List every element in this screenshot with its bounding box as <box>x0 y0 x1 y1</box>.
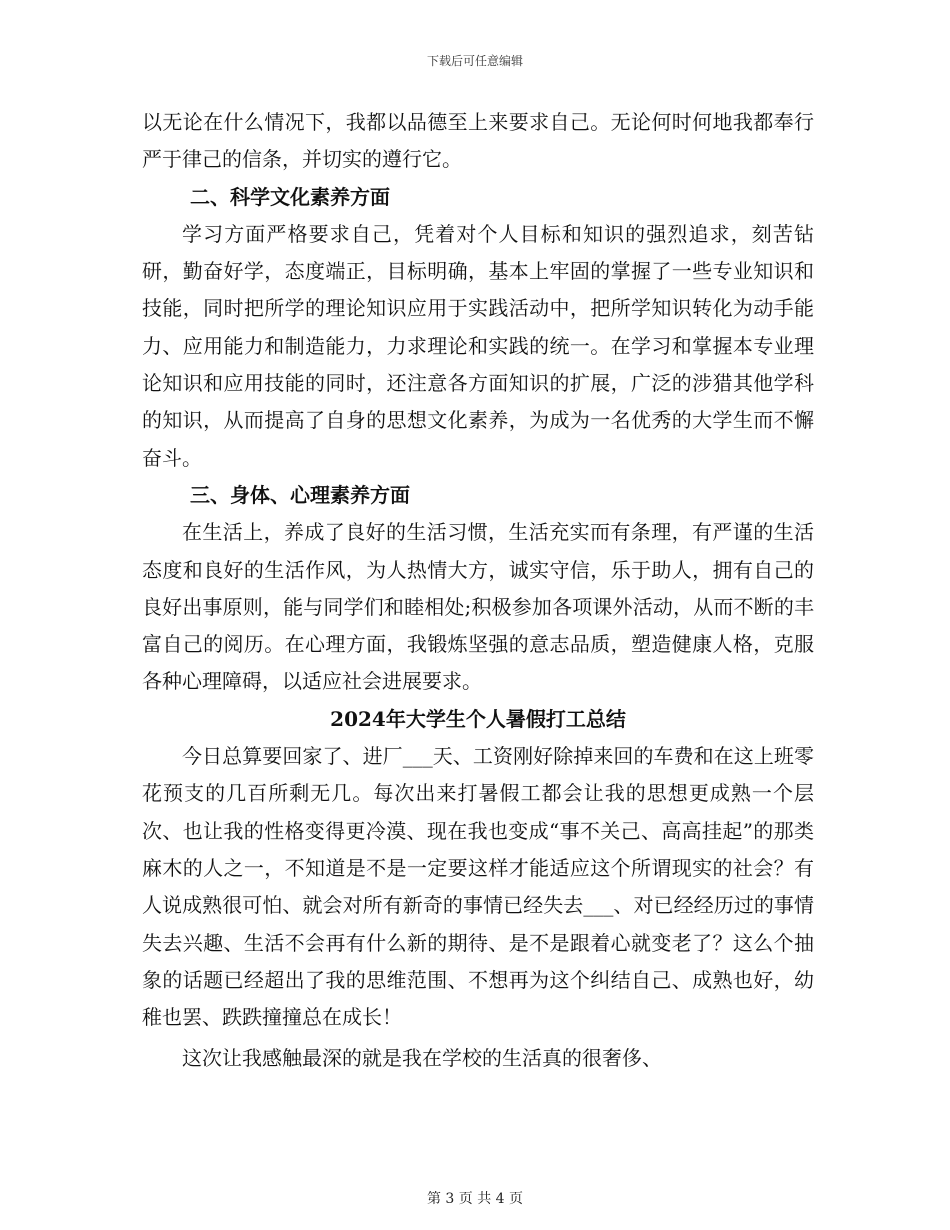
document-title: 2024年大学生个人暑假打工总结 <box>330 706 626 731</box>
paragraph-intro: 以无论在什么情况下，我都以品德至上来要求自己。无论何时何地我都奉行严于律己的信条，并切实的遵行它。 <box>142 110 814 172</box>
paragraph-reflection: 这次让我感触最深的就是我在学校的生活真的很奢侈、 <box>182 1046 662 1071</box>
section-heading-body-mind: 三、身体、心理素养方面 <box>190 482 410 507</box>
paragraph-body-mind: 在生活上，养成了良好的生活习惯，生活充实而有条理，有严谨的生活态度和良好的生活作风，为人热情大方，诚实守信，乐于助人，拥有自己的良好出事原则，能与同学们和睦相处;积极参加各项课外活动，从而不断的丰富自己的阅历。在心理方面，我锻炼坚强的意志品质，塑造健康人格，克服各种心理障碍，以适应社会进展要求。 <box>142 520 814 694</box>
page-footer: 第 3 页 共 4 页 <box>426 1191 524 1207</box>
section-heading-science-culture: 二、科学文化素养方面 <box>190 184 390 209</box>
document-body <box>142 104 814 1078</box>
page-header: 下载后可任意编辑 <box>426 54 523 68</box>
paragraph-summer-job: 今日总算要回家了、进厂___天、工资刚好除掉来回的车费和在这上班零花预支的几百所剩无几。每次出来打暑假工都会让我的思想更成熟一个层次、也让我的性格变得更冷漠、现在我也变成“事不关己、高高挂起”的那类麻木的人之一，不知道是不是一定要这样才能适应这个所谓现实的社会？有人说成熟很可怕、就会对所有新奇的事情已经失去___、对已经经历过的事情失去兴趣、生活不会再有什么新的期待、是不是跟着心就变老了？这么个抽象的话题已经超出了我的思维范围、不想再为这个纠结自己、成熟也好，幼稚也罢、跌跌撞撞总在成长！ <box>142 744 814 1030</box>
paragraph-science-culture: 学习方面严格要求自己，凭着对个人目标和知识的强烈追求，刻苦钻研，勤奋好学，态度端正，目标明确，基本上牢固的掌握了一些专业知识和技能，同时把所学的理论知识应用于实践活动中，把所学知识转化为动手能力、应用能力和制造能力，力求理论和实践的统一。在学习和掌握本专业理论知识和应用技能的同时，还注意各方面知识的扩展，广泛的涉猎其他学科的知识，从而提高了自身的思想文化素养，为成为一名优秀的大学生而不懈奋斗。 <box>142 221 814 470</box>
